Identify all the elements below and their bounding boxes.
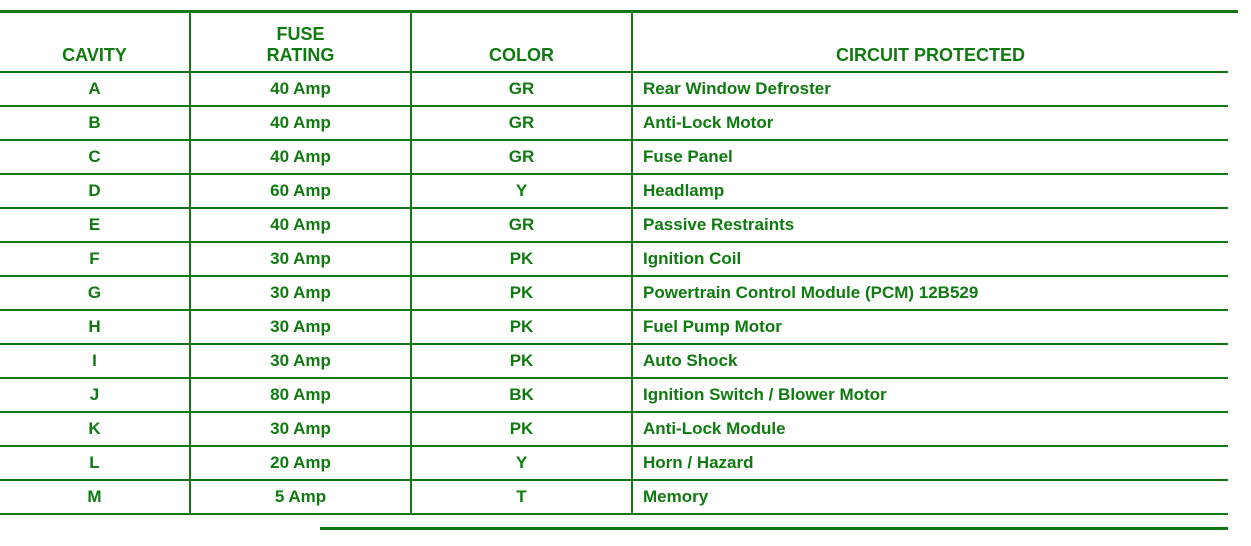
header-fuse-rating bbox=[190, 12, 411, 72]
table-row bbox=[0, 106, 1228, 140]
fuse-rating-cell: 30 Amp bbox=[190, 242, 411, 276]
fuse-table bbox=[0, 12, 1228, 515]
circuit-protected-cell: Auto Shock bbox=[632, 344, 1228, 378]
header-color: COLOR bbox=[411, 12, 632, 72]
table-row bbox=[0, 276, 1228, 310]
fuse-rating-cell: 5 Amp bbox=[190, 480, 411, 514]
color-code-cell: BK bbox=[411, 378, 632, 412]
fuse-table-body bbox=[0, 72, 1228, 514]
header-circuit-protected: CIRCUIT PROTECTED bbox=[632, 12, 1228, 72]
table-row bbox=[0, 480, 1228, 514]
cavity-cell: B bbox=[0, 106, 190, 140]
color-code-cell: GR bbox=[411, 72, 632, 106]
circuit-protected-cell: Fuse Panel bbox=[632, 140, 1228, 174]
fuse-rating-cell: 40 Amp bbox=[190, 140, 411, 174]
table-row bbox=[0, 310, 1228, 344]
circuit-protected-cell: Passive Restraints bbox=[632, 208, 1228, 242]
fuse-rating-cell: 30 Amp bbox=[190, 412, 411, 446]
table-row bbox=[0, 242, 1228, 276]
table-row bbox=[0, 446, 1228, 480]
color-code-cell: GR bbox=[411, 106, 632, 140]
header-fuse-rating-line2: RATING bbox=[266, 45, 335, 65]
cavity-cell: M bbox=[0, 480, 190, 514]
fuse-rating-cell: 40 Amp bbox=[190, 208, 411, 242]
color-code-cell: GR bbox=[411, 140, 632, 174]
color-code-cell: PK bbox=[411, 310, 632, 344]
cavity-cell: K bbox=[0, 412, 190, 446]
circuit-protected-cell: Memory bbox=[632, 480, 1228, 514]
table-row bbox=[0, 412, 1228, 446]
color-code-cell: PK bbox=[411, 412, 632, 446]
circuit-protected-cell: Ignition Switch / Blower Motor bbox=[632, 378, 1228, 412]
table-row bbox=[0, 344, 1228, 378]
table-row bbox=[0, 208, 1228, 242]
cavity-cell: J bbox=[0, 378, 190, 412]
table-row bbox=[0, 72, 1228, 106]
color-code-cell: GR bbox=[411, 208, 632, 242]
fuse-rating-cell: 40 Amp bbox=[190, 72, 411, 106]
bottom-rule bbox=[320, 527, 1228, 530]
cavity-cell: F bbox=[0, 242, 190, 276]
table-row bbox=[0, 140, 1228, 174]
color-code-cell: Y bbox=[411, 446, 632, 480]
circuit-protected-cell: Anti-Lock Motor bbox=[632, 106, 1228, 140]
circuit-protected-cell: Powertrain Control Module (PCM) 12B529 bbox=[632, 276, 1228, 310]
circuit-protected-cell: Ignition Coil bbox=[632, 242, 1228, 276]
color-code-cell: T bbox=[411, 480, 632, 514]
cavity-cell: G bbox=[0, 276, 190, 310]
cavity-cell: I bbox=[0, 344, 190, 378]
header-fuse-rating-line1: FUSE bbox=[276, 24, 325, 44]
color-code-cell: PK bbox=[411, 242, 632, 276]
cavity-cell: D bbox=[0, 174, 190, 208]
fuse-rating-cell: 30 Amp bbox=[190, 310, 411, 344]
circuit-protected-cell: Anti-Lock Module bbox=[632, 412, 1228, 446]
fuse-rating-cell: 80 Amp bbox=[190, 378, 411, 412]
circuit-protected-cell: Horn / Hazard bbox=[632, 446, 1228, 480]
header-row bbox=[0, 12, 1228, 72]
cavity-cell: A bbox=[0, 72, 190, 106]
fuse-rating-cell: 60 Amp bbox=[190, 174, 411, 208]
cavity-cell: E bbox=[0, 208, 190, 242]
fuse-rating-cell: 30 Amp bbox=[190, 344, 411, 378]
fuse-rating-cell: 40 Amp bbox=[190, 106, 411, 140]
color-code-cell: PK bbox=[411, 276, 632, 310]
cavity-cell: L bbox=[0, 446, 190, 480]
table-row bbox=[0, 378, 1228, 412]
circuit-protected-cell: Rear Window Defroster bbox=[632, 72, 1228, 106]
cavity-cell: C bbox=[0, 140, 190, 174]
cavity-cell: H bbox=[0, 310, 190, 344]
circuit-protected-cell: Fuel Pump Motor bbox=[632, 310, 1228, 344]
fuse-rating-cell: 30 Amp bbox=[190, 276, 411, 310]
fuse-rating-cell: 20 Amp bbox=[190, 446, 411, 480]
circuit-protected-cell: Headlamp bbox=[632, 174, 1228, 208]
color-code-cell: Y bbox=[411, 174, 632, 208]
color-code-cell: PK bbox=[411, 344, 632, 378]
table-row bbox=[0, 174, 1228, 208]
header-cavity: CAVITY bbox=[0, 12, 190, 72]
